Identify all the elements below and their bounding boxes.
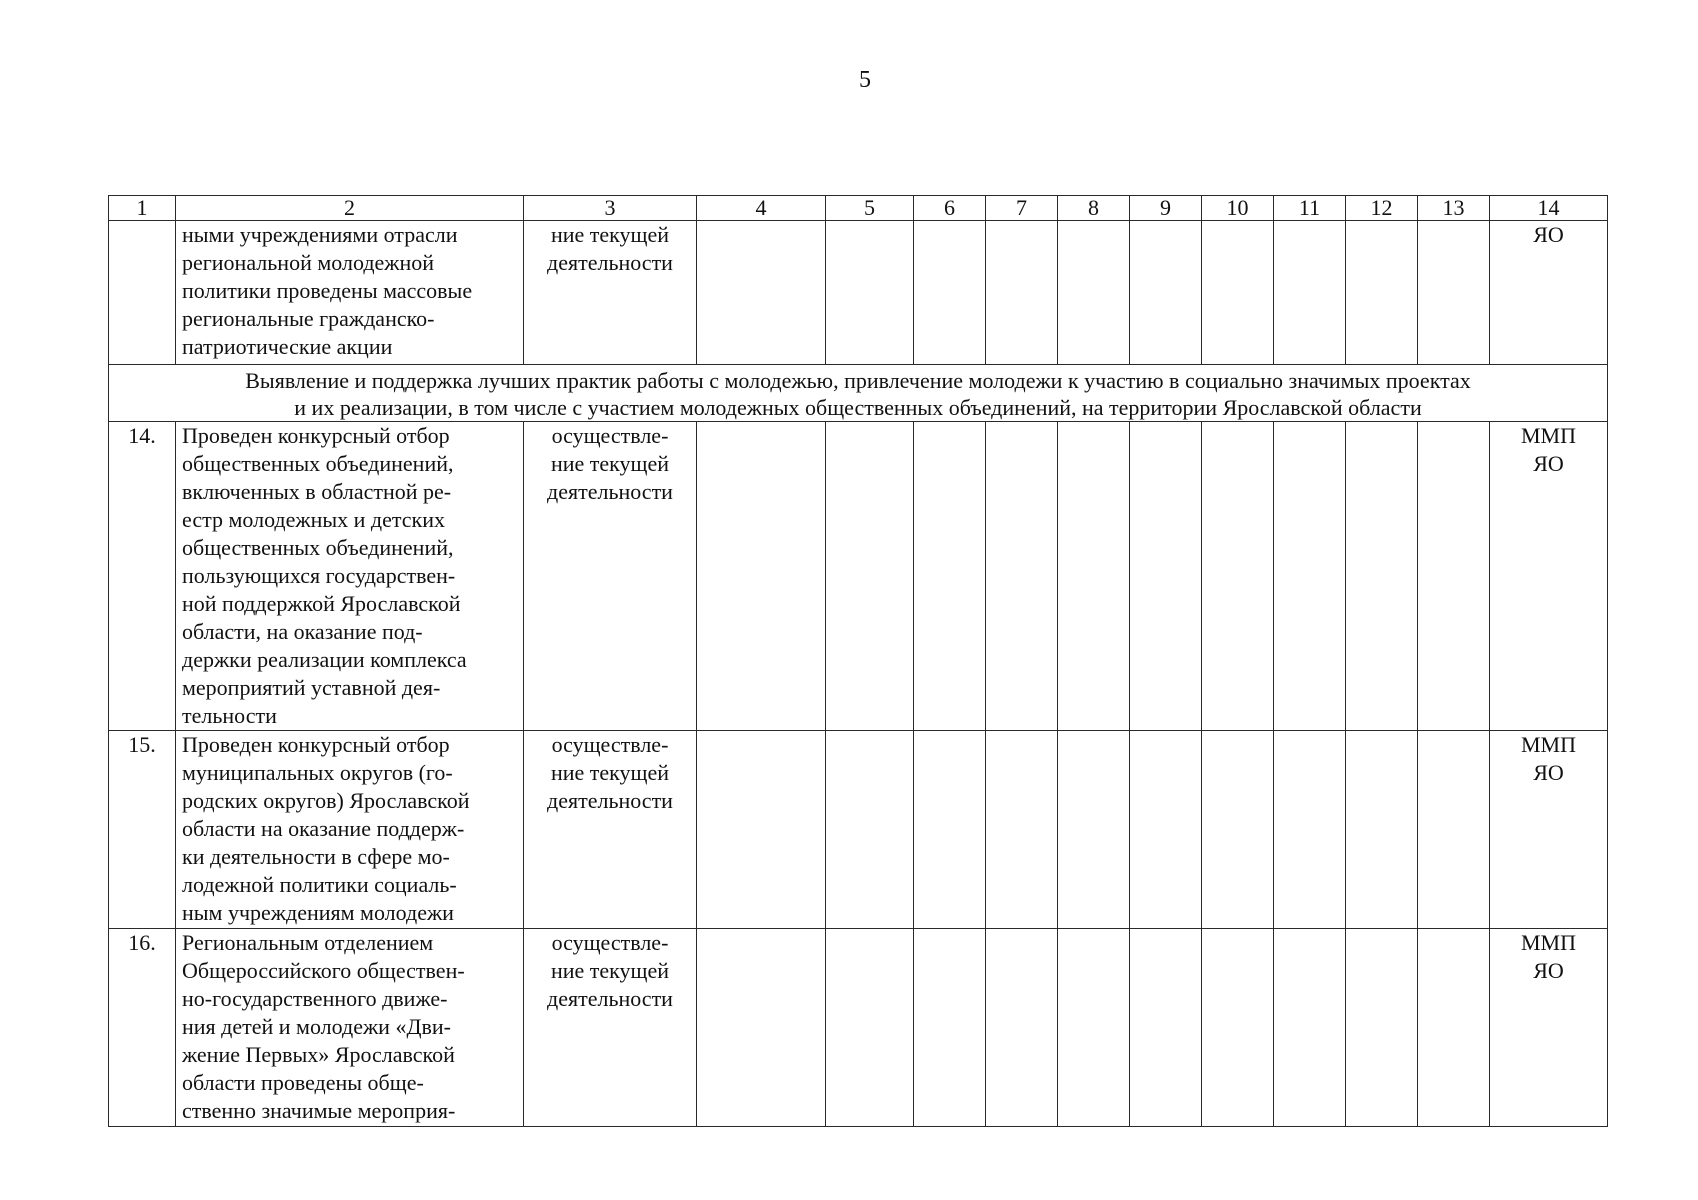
empty-cell: [826, 929, 914, 1127]
section-heading: Выявление и поддержка лучших практик работы с молодежью, привлечение молодежи к участию в социально значимых проектах и их реализации, в том числе с участием молодежных общественных объединений, на территории Ярославской области: [109, 365, 1608, 422]
empty-cell: [1274, 929, 1346, 1127]
empty-cell: [1346, 221, 1418, 365]
empty-cell: [1202, 221, 1274, 365]
table-row-continuation: [109, 221, 1608, 365]
row-responsible: ММП ЯО: [1490, 422, 1608, 731]
empty-cell: [1130, 221, 1202, 365]
empty-cell: [1058, 929, 1130, 1127]
section-heading-row: [109, 365, 1608, 422]
column-number: 13: [1418, 196, 1490, 221]
empty-cell: [1202, 422, 1274, 731]
row-description: Проведен конкурсный отбор муниципальных округов (го- родских округов) Ярославской области на оказание поддерж- ки деятельности в сфере мо- лодежной политики социаль- ным учреждениям молодежи: [176, 731, 524, 929]
empty-cell: [1418, 929, 1490, 1127]
column-number: 1: [109, 196, 176, 221]
empty-cell: [1346, 929, 1418, 1127]
empty-cell: [1130, 422, 1202, 731]
row-responsible: ЯО: [1490, 221, 1608, 365]
plan-table: [108, 195, 1608, 1127]
column-number: 5: [826, 196, 914, 221]
column-number: 8: [1058, 196, 1130, 221]
column-number-row: [109, 196, 1608, 221]
row-activity-type: осуществле- ние текущей деятельности: [524, 731, 697, 929]
column-number: 10: [1202, 196, 1274, 221]
empty-cell: [1418, 221, 1490, 365]
empty-cell: [697, 929, 826, 1127]
column-number: 11: [1274, 196, 1346, 221]
empty-cell: [826, 221, 914, 365]
empty-cell: [1058, 422, 1130, 731]
empty-cell: [1130, 929, 1202, 1127]
table-row: [109, 731, 1608, 929]
empty-cell: [1274, 221, 1346, 365]
empty-cell: [1346, 422, 1418, 731]
empty-cell: [1274, 731, 1346, 929]
row-description: Проведен конкурсный отбор общественных объединений, включенных в областной ре- естр молодежных и детских общественных объединений, пользующихся государствен- ной поддержкой Ярославской области, на оказание под- держки реализации комплекса мероприятий уставной дея- тельности: [176, 422, 524, 731]
empty-cell: [914, 731, 986, 929]
empty-cell: [1058, 221, 1130, 365]
empty-cell: [1202, 929, 1274, 1127]
empty-cell: [697, 221, 826, 365]
empty-cell: [1058, 731, 1130, 929]
empty-cell: [1346, 731, 1418, 929]
page-number: 5: [859, 67, 871, 93]
column-number: 14: [1490, 196, 1608, 221]
column-number: 2: [176, 196, 524, 221]
empty-cell: [1274, 422, 1346, 731]
row-description: ными учреждениями отрасли региональной молодежной политики проведены массовые региональные гражданско- патриотические акции: [176, 221, 524, 365]
empty-cell: [697, 731, 826, 929]
column-number: 12: [1346, 196, 1418, 221]
empty-cell: [914, 422, 986, 731]
column-number: 6: [914, 196, 986, 221]
row-responsible: ММП ЯО: [1490, 731, 1608, 929]
row-number: 14.: [109, 422, 176, 731]
row-number: 16.: [109, 929, 176, 1127]
empty-cell: [1418, 422, 1490, 731]
empty-cell: [986, 731, 1058, 929]
row-description: Региональным отделением Общероссийского обществен- но-государственного движе- ния детей и молодежи «Дви- жение Первых» Ярославской области проведены обще- ственно значимые мероприя-: [176, 929, 524, 1127]
row-activity-type: осуществле- ние текущей деятельности: [524, 929, 697, 1127]
empty-cell: [1418, 731, 1490, 929]
empty-cell: [986, 221, 1058, 365]
row-number: 15.: [109, 731, 176, 929]
empty-cell: [986, 929, 1058, 1127]
row-activity-type: осуществле- ние текущей деятельности: [524, 422, 697, 731]
column-number: 4: [697, 196, 826, 221]
row-activity-type: ние текущей деятельности: [524, 221, 697, 365]
empty-cell: [914, 929, 986, 1127]
table-row: [109, 422, 1608, 731]
empty-cell: [1130, 731, 1202, 929]
column-number: 9: [1130, 196, 1202, 221]
row-number: [109, 221, 176, 365]
empty-cell: [986, 422, 1058, 731]
table-row: [109, 929, 1608, 1127]
column-number: 3: [524, 196, 697, 221]
empty-cell: [826, 422, 914, 731]
row-responsible: ММП ЯО: [1490, 929, 1608, 1127]
empty-cell: [1202, 731, 1274, 929]
empty-cell: [697, 422, 826, 731]
empty-cell: [826, 731, 914, 929]
empty-cell: [914, 221, 986, 365]
column-number: 7: [986, 196, 1058, 221]
